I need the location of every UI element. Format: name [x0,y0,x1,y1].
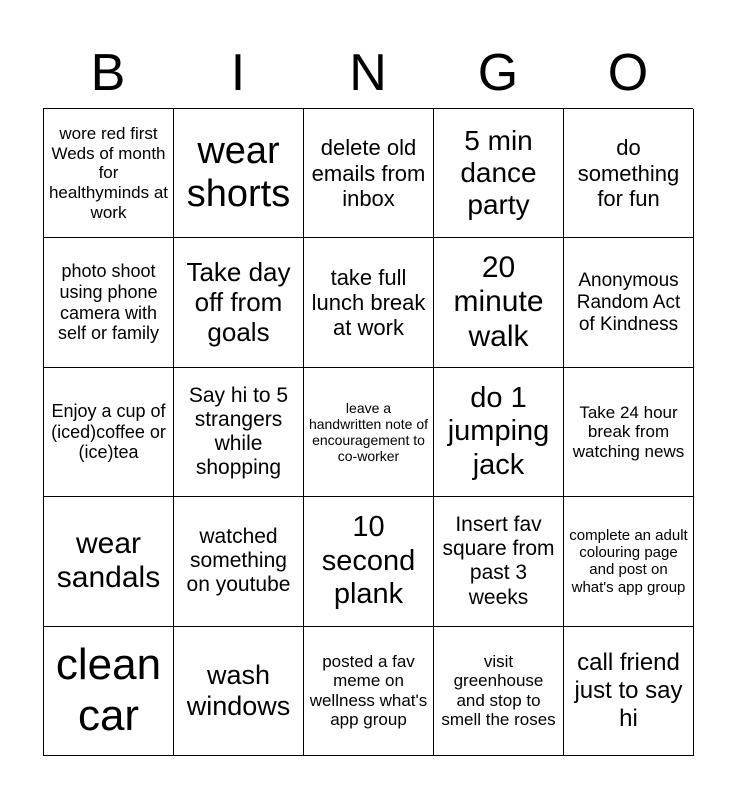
cell-text: wear shorts [186,129,291,216]
bingo-cell[interactable] [304,368,434,497]
cell-text: do 1 jumping jack [447,381,550,481]
header-letter-g: G [477,44,519,102]
bingo-cell[interactable] [174,238,304,367]
bingo-cell[interactable] [304,109,434,238]
bingo-cell[interactable] [434,109,564,238]
header-letter-b: B [90,44,126,102]
bingo-cell[interactable] [44,109,174,238]
bingo-cell[interactable] [304,497,434,626]
bingo-cell[interactable] [564,238,694,367]
bingo-cell[interactable] [174,109,304,238]
bingo-cell[interactable] [564,497,694,626]
bingo-cell[interactable] [174,497,304,626]
cell-text: 10 second plank [321,511,416,611]
bingo-cell[interactable] [44,368,174,497]
cell-text: Anonymous Random Act of Kindness [576,269,681,335]
bingo-cell[interactable] [564,368,694,497]
bingo-cell[interactable] [44,627,174,756]
cell-text: posted a fav meme on wellness what's app group [309,651,428,730]
header-letter-o: O [607,44,649,102]
cell-text: Take day off from goals [186,256,291,347]
cell-text: wash windows [186,659,291,721]
cell-text: wear sandals [56,526,161,595]
cell-text: Take 24 hour break from watching news [572,402,685,461]
bingo-cell[interactable] [434,497,564,626]
bingo-header [43,38,693,108]
cell-text: Insert fav square from past 3 weeks [442,513,555,609]
cell-text: call friend just to say hi [574,649,683,732]
cell-text: clean car [55,640,162,740]
bingo-cell[interactable] [44,497,174,626]
cell-text: delete old emails from inbox [311,135,426,211]
cell-text: do something for fun [577,135,680,211]
bingo-cell[interactable] [564,627,694,756]
bingo-cell[interactable] [304,238,434,367]
bingo-cell[interactable] [434,627,564,756]
bingo-cell[interactable] [44,238,174,367]
cell-text: watched something on youtube [186,525,291,597]
bingo-grid [43,108,693,756]
bingo-cell[interactable] [434,368,564,497]
bingo-cell[interactable] [174,627,304,756]
cell-text: 20 minute walk [453,250,544,353]
bingo-cell[interactable] [434,238,564,367]
cell-text: Say hi to 5 strangers while shopping [188,383,289,480]
cell-text: complete an adult colouring page and post on what's app group [569,526,688,596]
bingo-cell[interactable] [174,368,304,497]
cell-text: visit greenhouse and stop to smell the roses [441,651,556,730]
header-letter-n: N [349,44,387,102]
cell-text: 5 min dance party [460,124,537,221]
cell-text: take full lunch break at work [311,264,426,341]
cell-text: Enjoy a cup of (iced)coffee or (ice)tea [51,400,166,463]
bingo-cell[interactable] [304,627,434,756]
cell-text: wore red first Weds of month for healthyminds at work [48,124,169,222]
bingo-cell[interactable] [564,109,694,238]
cell-text: leave a handwritten note of encouragement to co-worker [308,399,429,465]
cell-text: photo shoot using phone camera with self or family [57,261,160,344]
header-letter-i: I [230,44,246,102]
